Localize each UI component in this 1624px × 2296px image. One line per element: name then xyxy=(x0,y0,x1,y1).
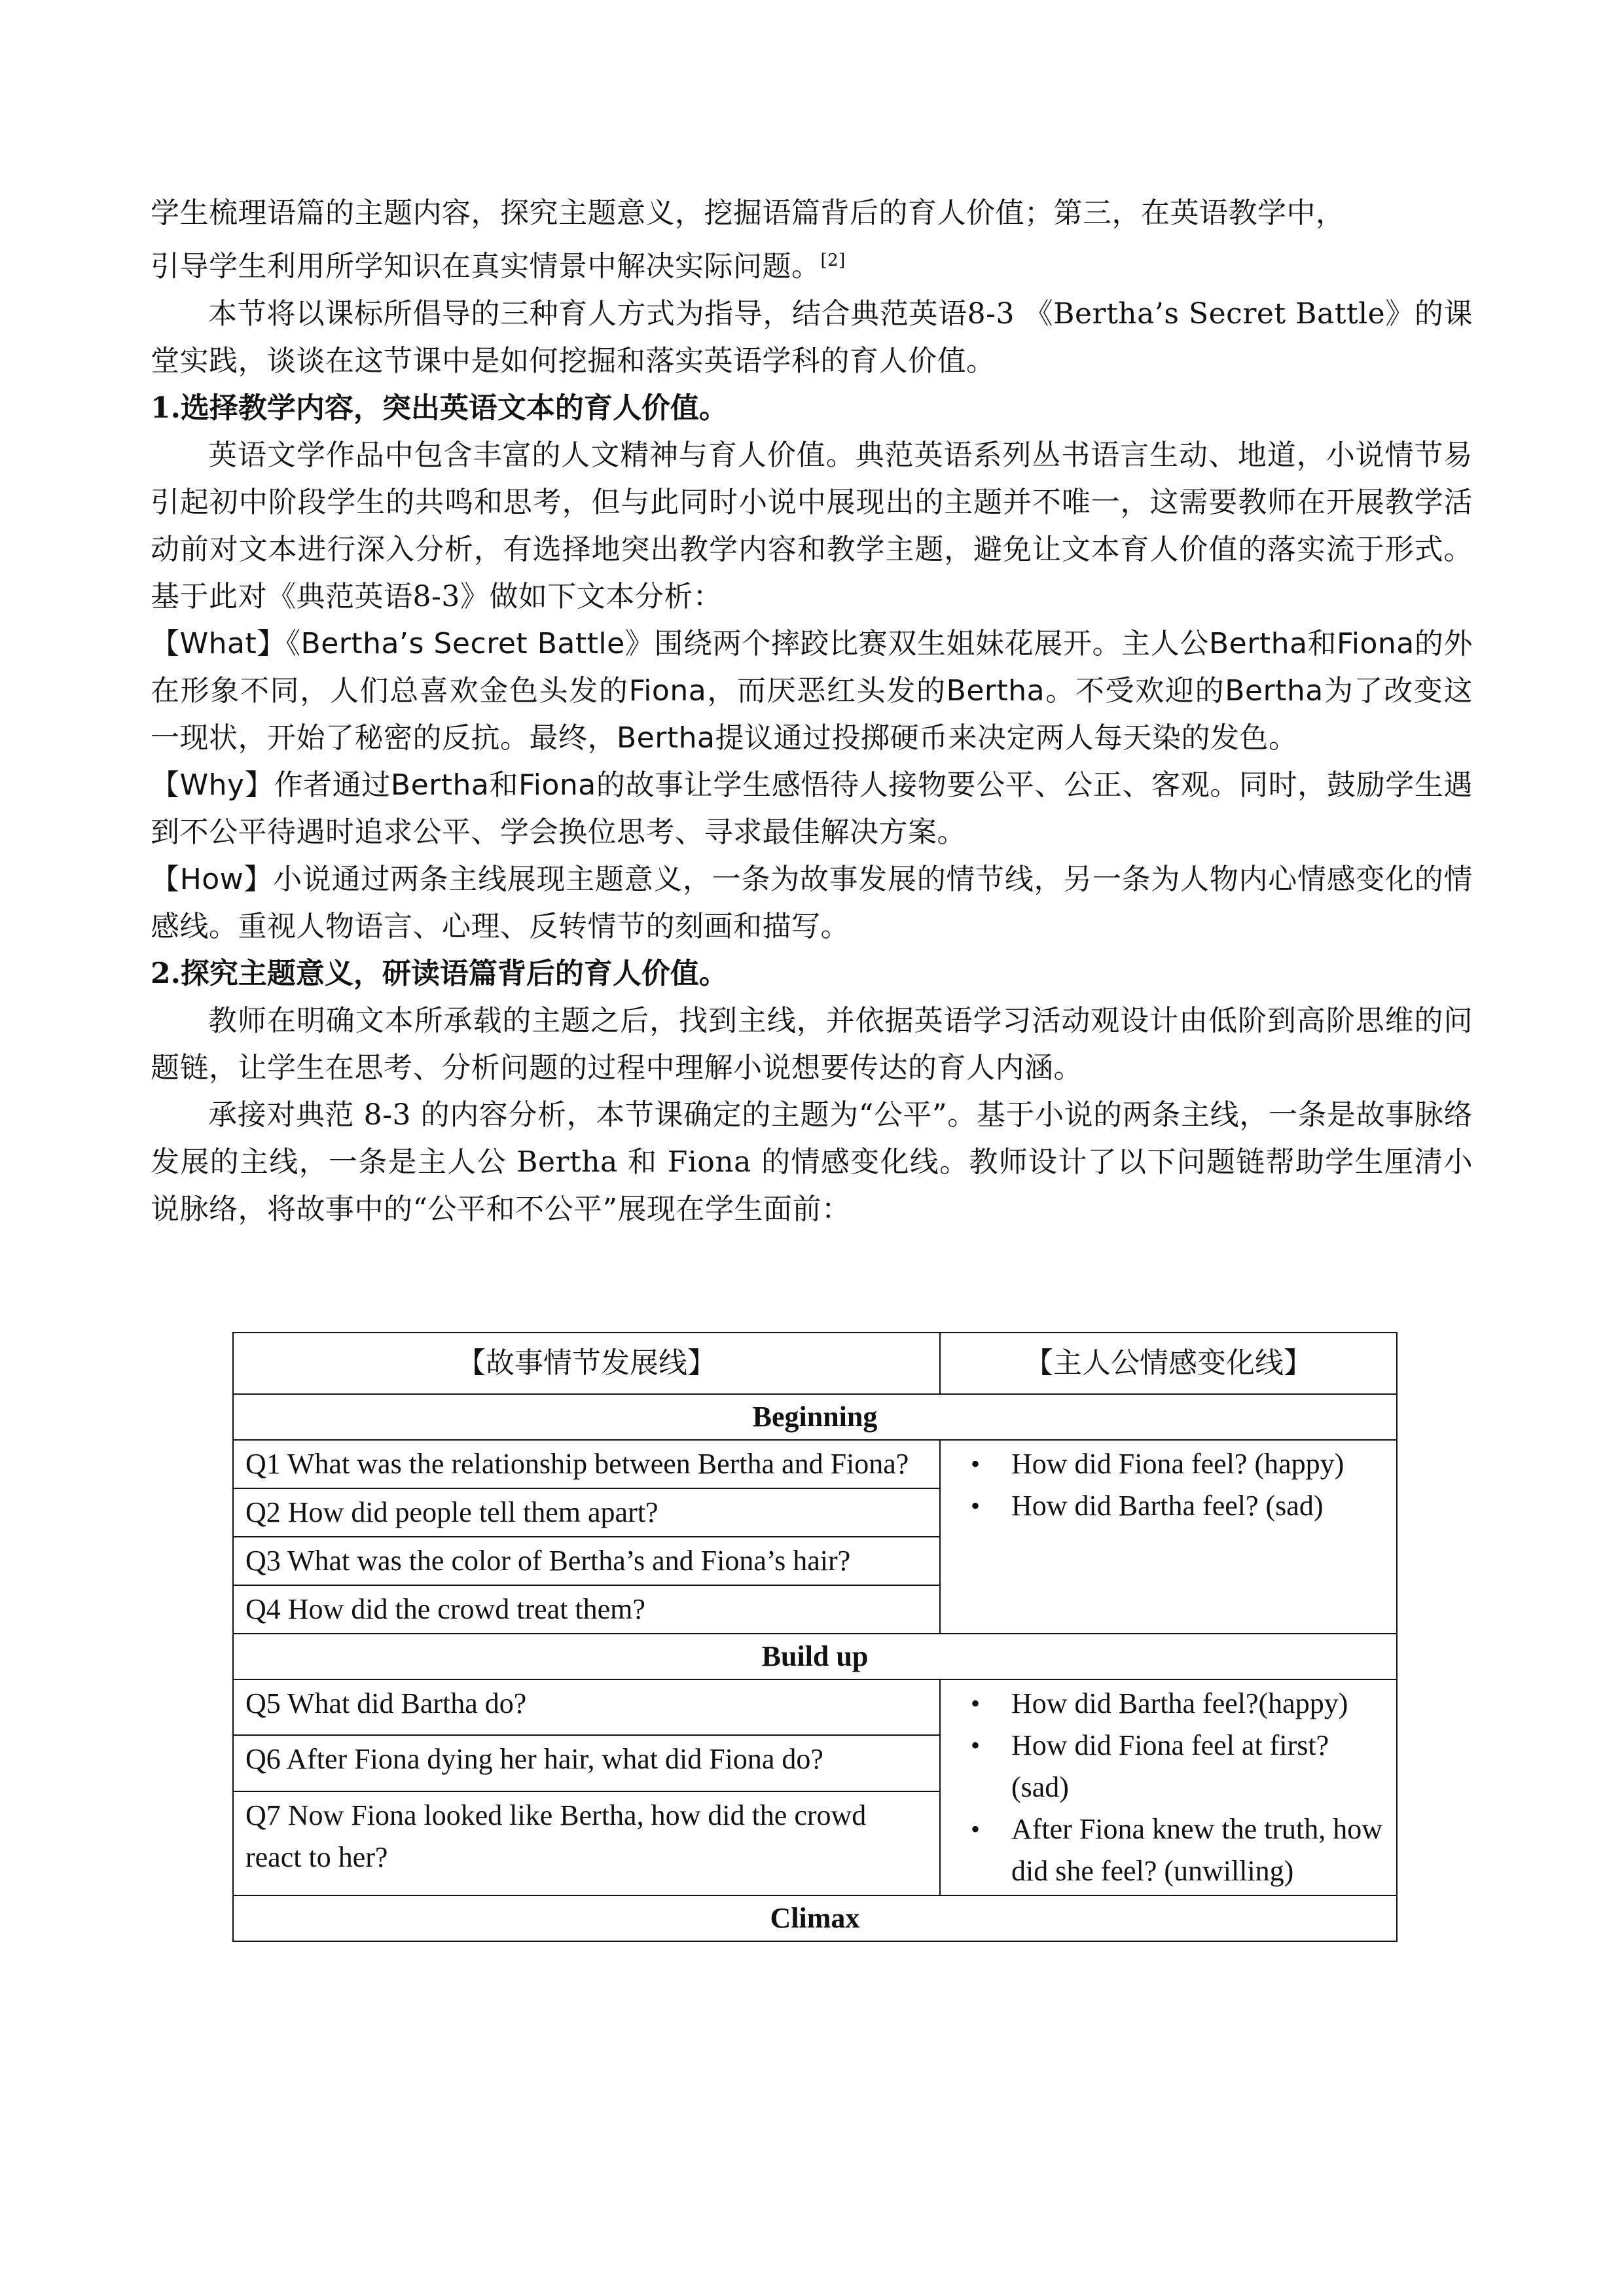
section-heading-2: 2.探究主题意义，研读语篇背后的育人价值。 xyxy=(151,956,728,990)
list-item: • How did Fiona feel? (happy) xyxy=(1011,1443,1384,1485)
table-header-row xyxy=(233,1333,1397,1394)
stage-label-climax: Climax xyxy=(233,1895,1397,1941)
paragraph-continued: 学生梳理语篇的主题内容，探究主题意义，挖掘语篇背后的育人价值；第三，在英语教学中， 引导学生利用所学知识在真实情景中解决实际问题。[2] xyxy=(151,196,1345,283)
how-analysis: 【How】小说通过两条主线展现主题意义，一条为故事发展的情节线，另一条为人物内心情感变化的情感线。重视人物语言、心理、反转情节的刻画和描写。 xyxy=(151,862,1473,943)
question-cell: Q7 Now Fiona looked like Bertha, how did the crowd react to her? xyxy=(233,1791,940,1895)
table-row xyxy=(233,1679,1397,1735)
what-analysis: 【What】《Bertha’s Secret Battle》围绕两个摔跤比赛双生姐妹花展开。主人公Bertha和Fiona的外在形象不同，人们总喜欢金色头发的Fiona，而厌恶红头发的Bertha。不受欢迎的Bertha为了改变这一现状，开始了秘密的反抗。最终，Bertha提议通过投掷硬币来决定两人每天染的发色。 xyxy=(151,626,1473,755)
plot-line-header: 【故事情节发展线】 xyxy=(233,1333,940,1394)
paragraph-analysis: 英语文学作品中包含丰富的人文精神与育人价值。典范英语系列丛书语言生动、地道，小说情节易引起初中阶段学生的共鸣和思考，但与此同时小说中展现出的主题并不唯一，这需要教师在开展教学活动前对文本进行深入分析，有选择地突出教学内容和教学主题，避免让文本育人价值的落实流于形式。基于此对《典范英语8-3》做如下文本分析： xyxy=(151,438,1473,613)
emotion-line-header: 【主人公情感变化线】 xyxy=(940,1333,1397,1394)
list-item: • After Fiona knew the truth, how did she feel? (unwilling) xyxy=(1011,1808,1384,1892)
stage-label-beginning: Beginning xyxy=(233,1394,1397,1440)
stage-label-buildup: Build up xyxy=(233,1634,1397,1679)
question-cell: Q5 What did Bartha do? xyxy=(233,1679,940,1735)
question-chain-table xyxy=(232,1332,1398,1942)
stage-row-buildup xyxy=(233,1634,1397,1679)
feelings-cell-beginning xyxy=(940,1440,1397,1634)
paragraph-question-chain: 承接对典范 8-3 的内容分析，本节课确定的主题为“公平”。基于小说的两条主线，一条是故事脉络发展的主线，一条是主人公 Bertha 和 Fiona 的情感变化线。教师设计了以下问题链帮助学生厘清小说脉络，将故事中的“公平和不公平”展现在学生面前： xyxy=(151,1098,1473,1226)
stage-row-climax xyxy=(233,1895,1397,1941)
paragraph-intro: 本节将以课标所倡导的三种育人方式为指导，结合典范英语8-3 《Bertha’s Secret Battle》的课堂实践，谈谈在这节课中是如何挖掘和落实英语学科的育人价值。 xyxy=(151,296,1473,378)
question-cell: Q1 What was the relationship between Bertha and Fiona? xyxy=(233,1440,940,1488)
paragraph-theme: 教师在明确文本所承载的主题之后，找到主线，并依据英语学习活动观设计由低阶到高阶思维的问题链，让学生在思考、分析问题的过程中理解小说想要传达的育人内涵。 xyxy=(151,1003,1473,1085)
why-analysis: 【Why】作者通过Bertha和Fiona的故事让学生感悟待人接物要公平、公正、客观。同时，鼓励学生遇到不公平待遇时追求公平、学会换位思考、寻求最佳解决方案。 xyxy=(151,768,1473,849)
document-body xyxy=(151,190,1473,1233)
feelings-cell-buildup xyxy=(940,1679,1397,1895)
list-item: • How did Fiona feel at first? (sad) xyxy=(1011,1725,1384,1808)
list-item: • How did Bartha feel? (sad) xyxy=(1011,1485,1384,1527)
section-heading-1: 1.选择教学内容，突出英语文本的育人价值。 xyxy=(151,391,728,425)
question-cell: Q6 After Fiona dying her hair, what did Fiona do? xyxy=(233,1735,940,1791)
stage-row-beginning xyxy=(233,1394,1397,1440)
question-cell: Q4 How did the crowd treat them? xyxy=(233,1585,940,1634)
table-row xyxy=(233,1440,1397,1488)
list-item: • How did Bartha feel?(happy) xyxy=(1011,1683,1384,1725)
question-cell: Q3 What was the color of Bertha’s and Fiona’s hair? xyxy=(233,1537,940,1585)
question-cell: Q2 How did people tell them apart? xyxy=(233,1488,940,1537)
citation-ref: [2] xyxy=(820,251,846,270)
